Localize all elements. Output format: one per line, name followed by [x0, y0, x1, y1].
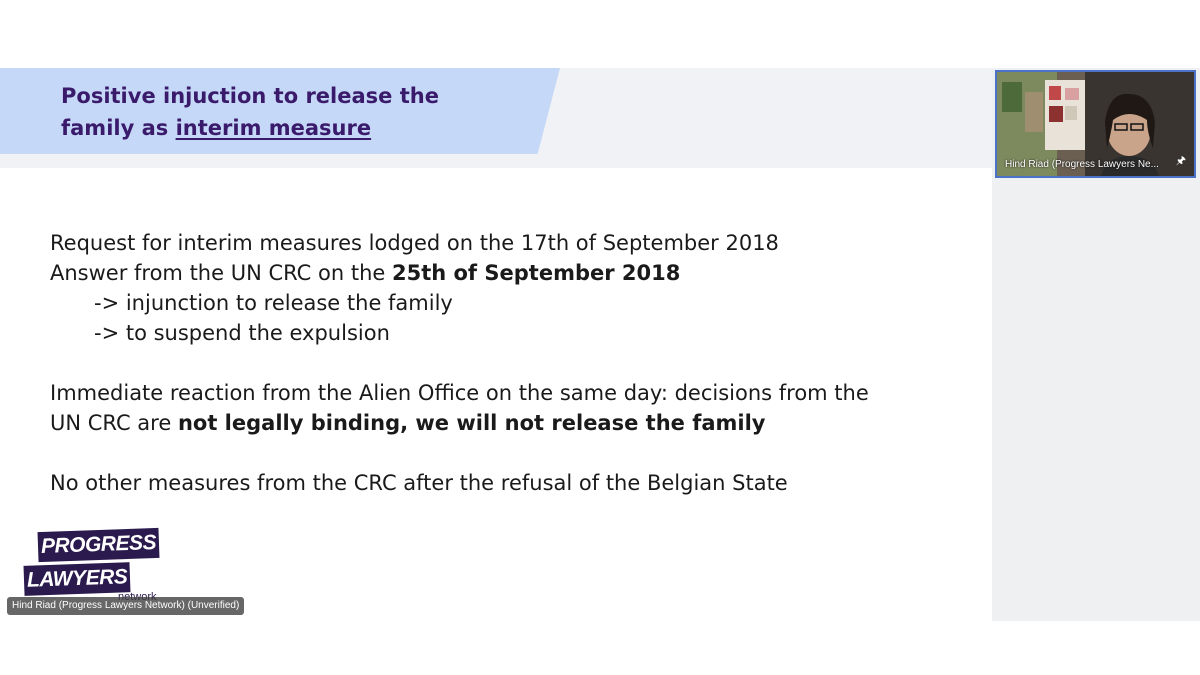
participant-video-tile[interactable] — [995, 70, 1196, 178]
logo-line-lawyers: LAWYERS — [24, 562, 131, 596]
body-line-injunction: -> injunction to release the family — [94, 291, 453, 315]
body-line-answer-prefix: Answer from the UN CRC on the — [50, 261, 392, 285]
body-line-binding-prefix: UN CRC are — [50, 411, 178, 435]
pin-icon[interactable]: 🖈 — [1175, 154, 1186, 167]
body-line-suspend: -> to suspend the expulsion — [94, 321, 390, 345]
paragraph-gap — [50, 438, 970, 468]
slide-title — [61, 80, 501, 144]
logo-line-progress: PROGRESS — [38, 528, 160, 562]
body-line-binding-bold: not legally binding, we will not release the family — [177, 411, 766, 435]
video-participant-name: Hind Riad (Progress Lawyers Ne... — [1005, 159, 1159, 170]
slide-title-line2-prefix: family as — [61, 116, 176, 140]
slide-title-underlined: interim measure — [175, 116, 372, 140]
body-line-binding — [50, 408, 970, 438]
slide-title-line1: Positive injuction to release the — [61, 84, 439, 108]
body-line-reaction: Immediate reaction from the Alien Office on the same day: decisions from the — [50, 381, 869, 405]
slide-body — [50, 228, 970, 498]
body-line-answer-date: 25th of September 2018 — [391, 261, 681, 285]
presenter-name-tag: Hind Riad (Progress Lawyers Network) (Unverified) — [7, 597, 244, 615]
body-line-no-other: No other measures from the CRC after the refusal of the Belgian State — [50, 471, 788, 495]
paragraph-gap — [50, 348, 970, 378]
body-line-answer — [50, 258, 970, 288]
body-line-request: Request for interim measures lodged on the 17th of September 2018 — [50, 231, 779, 255]
